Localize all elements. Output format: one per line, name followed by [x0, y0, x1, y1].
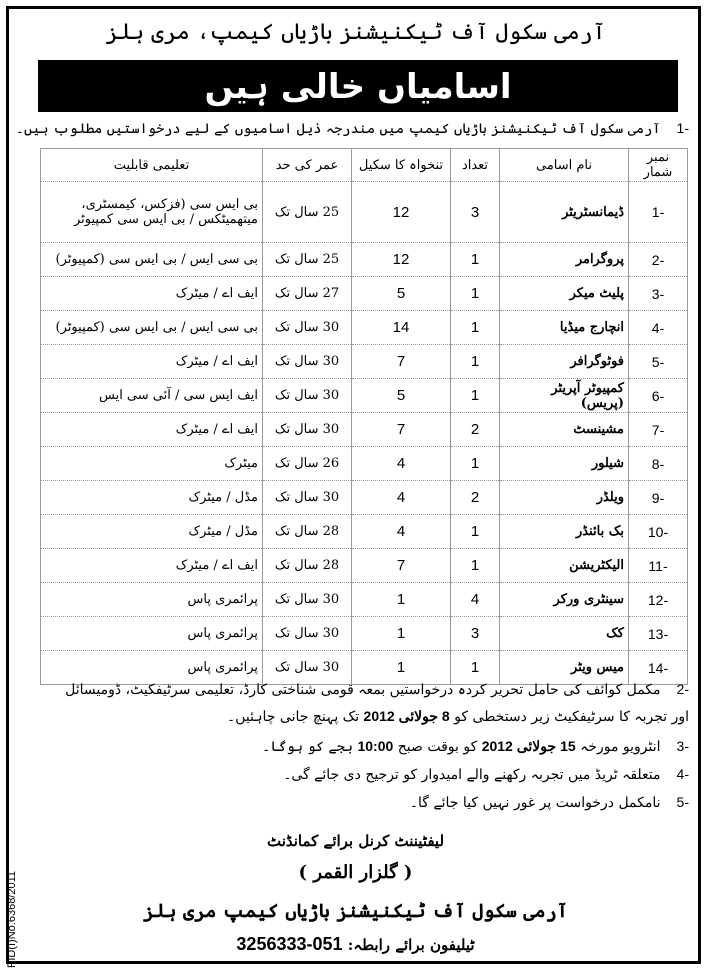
cell-age: 27 سال تک	[263, 277, 352, 311]
cell-age: 26 سال تک	[263, 447, 352, 481]
org-title: آرمی سکول آف ٹیکنیشنز باڑیاں کیمپ، مری ہلز	[105, 20, 606, 45]
contact-line	[0, 934, 711, 955]
para-number: -2	[676, 681, 689, 697]
cell-name: ویلڈر	[500, 481, 629, 515]
cell-age: 30 سال تک	[263, 345, 352, 379]
para-text: انٹرویو مورخہ	[580, 739, 661, 755]
col-header-age: عمر کی حد	[263, 149, 352, 182]
cell-name: کک	[500, 617, 629, 651]
cell-age: 30 سال تک	[263, 413, 352, 447]
cell-qual: پرائمری پاس	[41, 583, 263, 617]
cell-qty: 1	[451, 277, 500, 311]
cell-sr: -8	[629, 447, 688, 481]
cell-sr: -12	[629, 583, 688, 617]
phone-number: 051-3256333	[236, 934, 343, 954]
cell-qty: 3	[451, 617, 500, 651]
cell-sr: -11	[629, 549, 688, 583]
table-row	[41, 447, 688, 481]
cell-name: ڈیمانسٹریٹر	[500, 182, 629, 243]
table-row	[41, 583, 688, 617]
cell-age: 25 سال تک	[263, 182, 352, 243]
table-row	[41, 515, 688, 549]
cell-qty: 1	[451, 447, 500, 481]
cell-sr: -5	[629, 345, 688, 379]
para-tail: تک پہنچ جانی چاہئیں۔	[227, 709, 360, 725]
cell-sr: -4	[629, 311, 688, 345]
cell-scale: 14	[352, 311, 451, 345]
cell-qual: بی ایس سی (فزکس، کیمسٹری، میتھمیٹکس / بی ایس سی کمپیوٹر	[41, 182, 263, 243]
cell-qual: مڈل / میٹرک	[41, 481, 263, 515]
cell-qty: 1	[451, 243, 500, 277]
interview-time: 10:00	[357, 738, 394, 754]
vacancies-banner: اسامیاں خالی ہیں	[38, 60, 678, 112]
cell-scale: 7	[352, 345, 451, 379]
para-text: متعلقہ ٹریڈ میں تجربہ رکھنے والے امیدوار کو ترجیح دی جائے گی۔	[283, 767, 661, 783]
cell-sr: -13	[629, 617, 688, 651]
col-header-name: نام اسامی	[500, 149, 629, 182]
cell-age: 28 سال تک	[263, 549, 352, 583]
cell-scale: 4	[352, 481, 451, 515]
table-row	[41, 481, 688, 515]
para-tail: بجے کو ہوگا۔	[262, 739, 353, 755]
para-number: -5	[676, 794, 689, 810]
col-header-qty: تعداد	[451, 149, 500, 182]
cell-qty: 1	[451, 549, 500, 583]
cell-name: الیکٹریشن	[500, 549, 629, 583]
col-header-scale: تنخواہ کا سکیل	[352, 149, 451, 182]
cell-qty: 1	[451, 515, 500, 549]
cell-age: 30 سال تک	[263, 617, 352, 651]
cell-scale: 1	[352, 583, 451, 617]
experience-paragraph	[283, 766, 689, 783]
cell-qual: ایف اے / میٹرک	[41, 549, 263, 583]
cell-scale: 1	[352, 617, 451, 651]
table-row	[41, 277, 688, 311]
cell-sr: -9	[629, 481, 688, 515]
cell-qual: ایف ایس سی / آئی سی ایس	[41, 379, 263, 413]
cell-qty: 3	[451, 182, 500, 243]
table-row	[41, 182, 688, 243]
cell-name: پلیٹ میکر	[500, 277, 629, 311]
para-number: -1	[676, 120, 689, 136]
cell-scale: 12	[352, 243, 451, 277]
signatory-name: ( گلزار القمر )	[298, 862, 413, 883]
cell-qual: مڈل / میٹرک	[41, 515, 263, 549]
cell-qual: پرائمری پاس	[41, 617, 263, 651]
cell-qual: بی سی ایس / بی ایس سی (کمپیوٹر)	[41, 311, 263, 345]
cell-qual: میٹرک	[41, 447, 263, 481]
cell-age: 30 سال تک	[263, 481, 352, 515]
table-row	[41, 311, 688, 345]
cell-qual: ایف اے / میٹرک	[41, 345, 263, 379]
cell-sr: -14	[629, 651, 688, 685]
phone-label: ٹیلیفون برائے رابطہ:	[347, 936, 475, 954]
para-text-mid: کو بوقت صبح	[397, 739, 478, 755]
cell-scale: 7	[352, 413, 451, 447]
intro-paragraph	[16, 120, 689, 137]
cell-scale: 5	[352, 379, 451, 413]
cell-qty: 4	[451, 583, 500, 617]
cell-age: 30 سال تک	[263, 583, 352, 617]
cell-qty: 2	[451, 413, 500, 447]
cell-sr: -1	[629, 182, 688, 243]
signatory-org: آرمی سکول آف ٹیکنیشنز باڑیاں کیمپ مری ہلز	[143, 900, 568, 922]
cell-name: شیلور	[500, 447, 629, 481]
table-row	[41, 549, 688, 583]
cell-qty: 1	[451, 651, 500, 685]
incomplete-paragraph	[410, 794, 689, 811]
cell-scale: 4	[352, 447, 451, 481]
para-number: -4	[676, 766, 689, 782]
vacancies-table	[40, 148, 688, 685]
table-header-row	[41, 149, 688, 182]
cell-name: میس ویٹر	[500, 651, 629, 685]
interview-paragraph	[262, 738, 689, 755]
cell-name: بک بائنڈر	[500, 515, 629, 549]
cell-age: 28 سال تک	[263, 515, 352, 549]
cell-qty: 2	[451, 481, 500, 515]
cell-sr: -3	[629, 277, 688, 311]
cell-scale: 7	[352, 549, 451, 583]
para-number: -3	[676, 738, 689, 754]
cell-qual: پرائمری پاس	[41, 651, 263, 685]
cell-qual: ایف اے / میٹرک	[41, 277, 263, 311]
para-text: مکمل کوائف کی حامل تحریر کردہ درخواستیں بمعہ قومی شناختی کارڈ، تعلیمی سرٹیفکیٹ، ڈومیسائل اور تجربہ کا سرٹیفکیٹ زیر دستخطی کو	[65, 682, 689, 725]
table-row	[41, 243, 688, 277]
pid-number: PID(I)No.6368/2011	[6, 870, 18, 968]
cell-age: 30 سال تک	[263, 651, 352, 685]
deadline-date: 8 جولائی 2012	[363, 708, 450, 724]
table-row	[41, 617, 688, 651]
cell-qty: 1	[451, 379, 500, 413]
table-row	[41, 379, 688, 413]
cell-sr: -7	[629, 413, 688, 447]
cell-age: 30 سال تک	[263, 311, 352, 345]
para-text: نامکمل درخواست پر غور نہیں کیا جائے گا۔	[409, 795, 661, 811]
cell-scale: 12	[352, 182, 451, 243]
cell-name: پروگرامر	[500, 243, 629, 277]
cell-name: کمپیوٹر آپریٹر (پریس)	[500, 379, 629, 413]
col-header-sr: نمبر شمار	[629, 149, 688, 182]
cell-sr: -6	[629, 379, 688, 413]
cell-qual: بی سی ایس / بی ایس سی (کمپیوٹر)	[41, 243, 263, 277]
cell-scale: 5	[352, 277, 451, 311]
cell-qual: ایف اے / میٹرک	[41, 413, 263, 447]
cell-scale: 4	[352, 515, 451, 549]
interview-date: 15 جولائی 2012	[481, 738, 576, 754]
cell-name: انچارج میڈیا	[500, 311, 629, 345]
cell-age: 25 سال تک	[263, 243, 352, 277]
cell-age: 30 سال تک	[263, 379, 352, 413]
table-row	[41, 413, 688, 447]
cell-scale: 1	[352, 651, 451, 685]
submission-paragraph	[49, 676, 689, 730]
col-header-qual: تعلیمی قابلیت	[41, 149, 263, 182]
cell-qty: 1	[451, 345, 500, 379]
table-row	[41, 345, 688, 379]
signatory-title: لیفٹیننٹ کرنل برائے کمانڈنٹ	[266, 832, 445, 850]
cell-name: سینٹری ورکر	[500, 583, 629, 617]
cell-qty: 1	[451, 311, 500, 345]
cell-name: مشینسٹ	[500, 413, 629, 447]
para-text: آرمی سکول آف ٹیکنیشنز باڑیاں کیمپ میں مندرجہ ذیل اسامیوں کے لیے درخواستیں مطلوب ہیں۔	[15, 121, 661, 137]
cell-name: فوٹوگرافر	[500, 345, 629, 379]
cell-sr: -2	[629, 243, 688, 277]
cell-sr: -10	[629, 515, 688, 549]
